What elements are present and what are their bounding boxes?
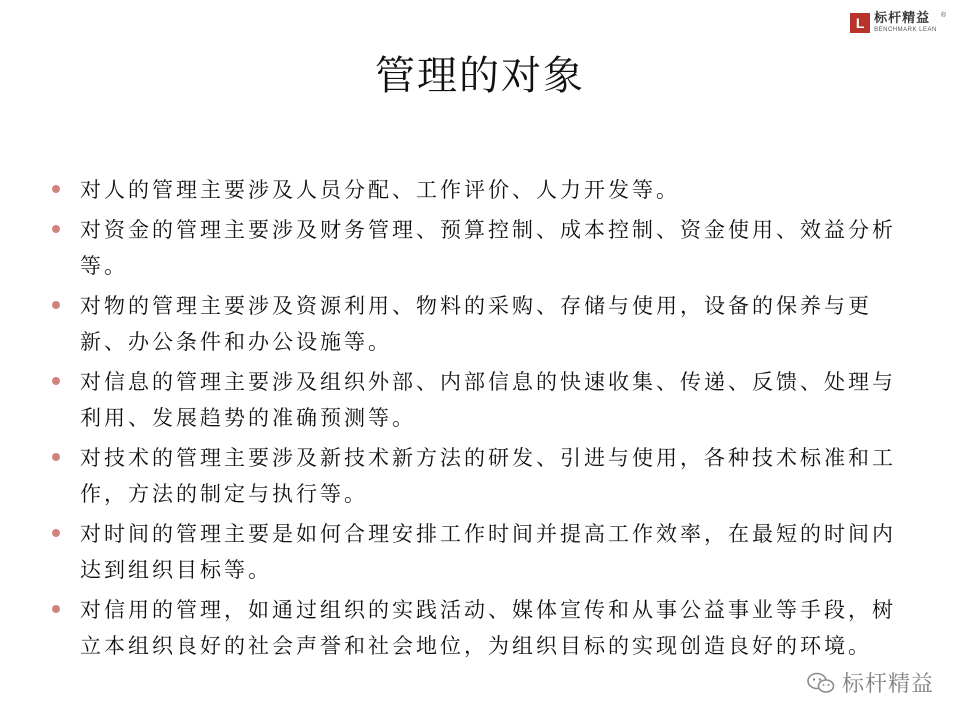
list-item xyxy=(56,172,916,208)
bullet-icon xyxy=(52,301,60,309)
list-item-text: 对物的管理主要涉及资源利用、物料的采购、存储与使用，设备的保养与更新、办公条件和办公设施等。 xyxy=(80,294,872,354)
brand-logo xyxy=(850,12,946,33)
list-item xyxy=(56,440,916,512)
logo-text xyxy=(874,12,937,33)
logo-english-name: BENCHMARK LEAN xyxy=(874,27,937,33)
logo-mark-icon: L xyxy=(850,13,870,33)
bullet-icon xyxy=(52,185,60,193)
slide-title: 管理的对象 xyxy=(375,53,585,99)
list-item xyxy=(56,592,916,664)
list-item-text: 对信息的管理主要涉及组织外部、内部信息的快速收集、传递、反馈、处理与利用、发展趋势的准确预测等。 xyxy=(80,370,896,430)
bullet-icon xyxy=(52,225,60,233)
list-item-text: 对人的管理主要涉及人员分配、工作评价、人力开发等。 xyxy=(80,178,680,202)
watermark xyxy=(806,667,934,698)
list-item-text: 对时间的管理主要是如何合理安排工作时间并提高工作效率，在最短的时间内达到组织目标等。 xyxy=(80,522,896,582)
wechat-icon xyxy=(806,671,836,695)
list-item xyxy=(56,212,916,284)
bullet-icon xyxy=(52,605,60,613)
registered-mark: ® xyxy=(940,12,946,19)
list-item xyxy=(56,516,916,588)
list-item-text: 对技术的管理主要涉及新技术新方法的研发、引进与使用，各种技术标准和工作，方法的制定与执行等。 xyxy=(80,446,896,506)
list-item xyxy=(56,364,916,436)
bullet-icon xyxy=(52,529,60,537)
bullet-icon xyxy=(52,377,60,385)
list-item-text: 对资金的管理主要涉及财务管理、预算控制、成本控制、资金使用、效益分析等。 xyxy=(80,218,896,278)
logo-chinese-name: 标杆精益 xyxy=(874,11,931,26)
bullet-icon xyxy=(52,453,60,461)
list-item-text: 对信用的管理，如通过组织的实践活动、媒体宣传和从事公益事业等手段，树立本组织良好的社会声誉和社会地位，为组织目标的实现创造良好的环境。 xyxy=(80,598,896,658)
watermark-text: 标杆精益 xyxy=(841,672,934,697)
bullet-list xyxy=(56,172,916,668)
list-item xyxy=(56,288,916,360)
